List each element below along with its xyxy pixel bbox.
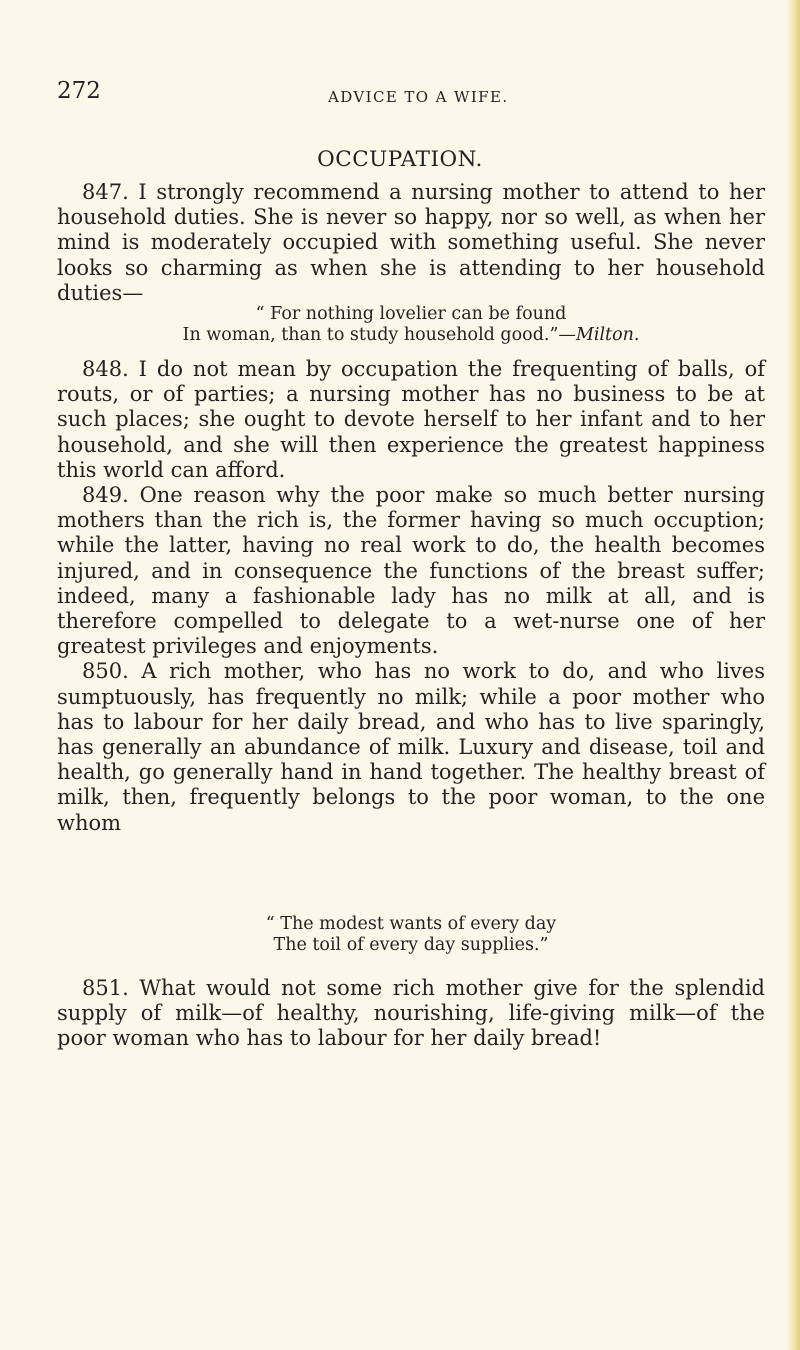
paragraph-851-block (57, 976, 765, 1052)
page-number: 272 (57, 78, 101, 104)
paragraph-848: 848. I do not mean by occupation the frequenting of balls, of routs, or of parties; a nursing mother has no business to be at such places; she ought to devote herself to her infant and to her household, and she will then experience the greatest happiness this world can afford. (57, 357, 765, 482)
paragraphs-848-850-block (57, 357, 765, 836)
milton-attribution: Milton. (575, 325, 640, 345)
milton-quote-line-1: “ For nothing lovelier can be found (255, 304, 567, 324)
modest-wants-quote (57, 914, 765, 956)
section-title: OCCUPATION. (317, 147, 483, 172)
paragraph-851: 851. What would not some rich mother give for the splendid supply of milk—of healthy, nourishing, life-giving milk—of the poor woman who has to labour for her daily bread! (57, 976, 765, 1051)
running-head: ADVICE TO A WIFE. (328, 88, 509, 106)
milton-quote (57, 304, 765, 346)
milton-quote-line-2-text: In woman, than to study household good.”— (182, 325, 576, 345)
modest-quote-line-2: The toil of every day supplies.” (273, 935, 549, 955)
paragraph-847: 847. I strongly recommend a nursing mother to attend to her household duties. She is never so happy, nor so well, as when her mind is moderately occupied with something useful. She never looks so charming as when she is attending to her household duties— (57, 180, 765, 305)
paragraph-850: 850. A rich mother, who has no work to do, and who lives sumptuously, has frequently no milk; while a poor mother who has to labour for her daily bread, and who has to live sparingly, has generally an abundance of milk. Luxury and disease, toil and health, go generally hand in hand together. The healthy breast of milk, then, frequently belongs to the poor woman, to the one whom (57, 659, 765, 835)
page-edge-shadow (786, 0, 800, 1350)
modest-quote-line-1: “ The modest wants of every day (265, 914, 557, 934)
milton-quote-line-2 (57, 325, 765, 346)
paragraph-849: 849. One reason why the poor make so much better nursing mothers than the rich is, the former having so much occuption; while the latter, having no real work to do, the health becomes injured, and in consequence the functions of the breast suffer; indeed, many a fashionable lady has no milk at all, and is therefore compelled to delegate to a wet-nurse one of her greatest privileges and enjoyments. (57, 483, 765, 659)
paragraph-847-block (57, 180, 765, 306)
